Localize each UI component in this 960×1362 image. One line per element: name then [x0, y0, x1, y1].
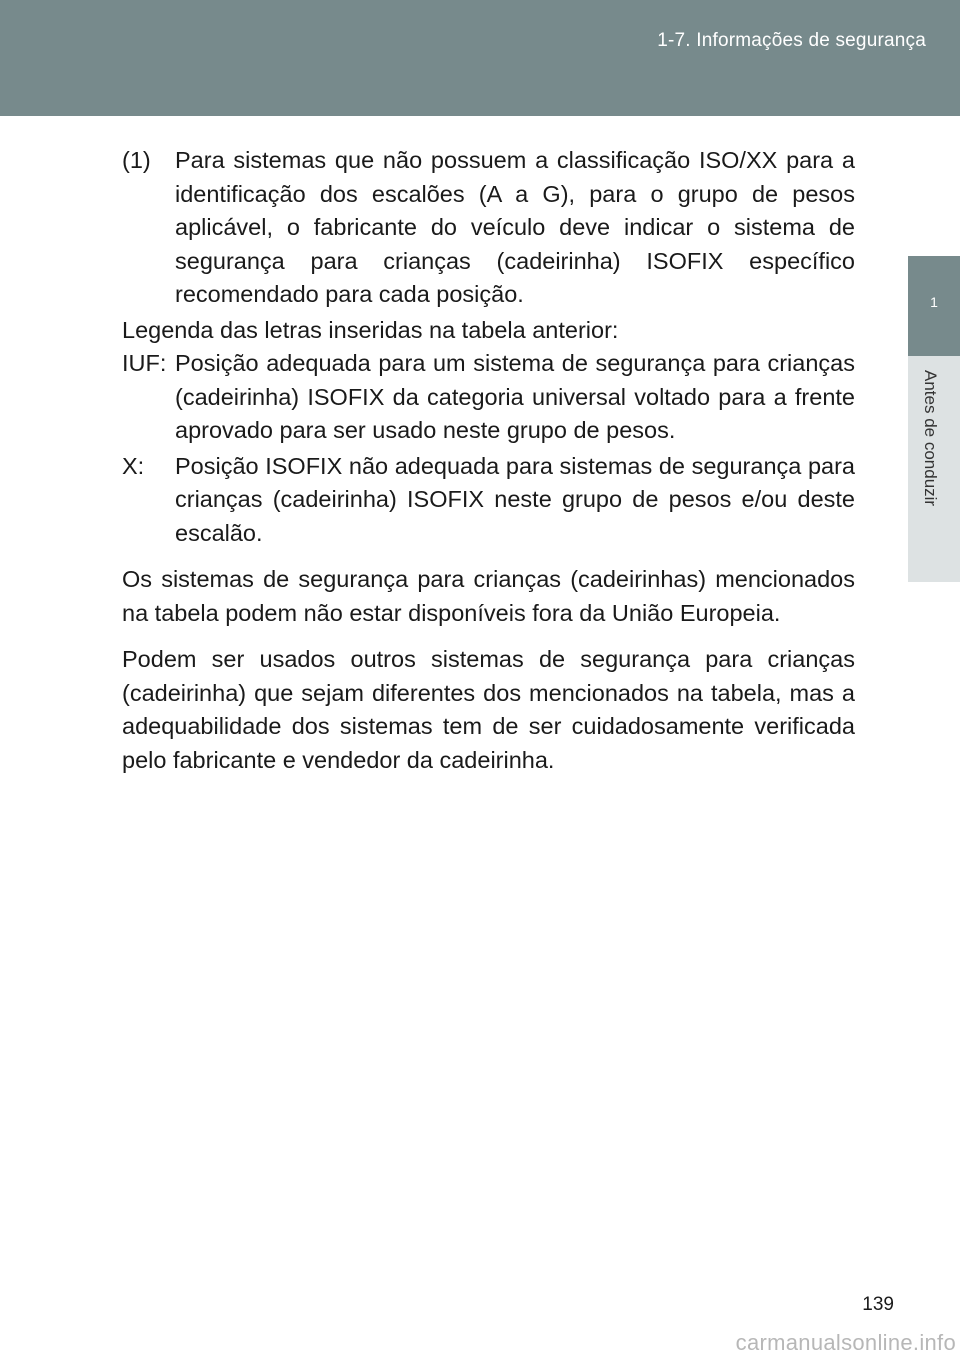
paragraph-availability: Os sistemas de segurança para crianças (cadeirinhas) mencionados na tabela podem não estar disponíveis fora da União Europeia.: [122, 566, 855, 626]
watermark: carmanualsonline.info: [735, 1330, 956, 1355]
paragraph-other-systems: Podem ser usados outros sistemas de segurança para crianças (cadeirinha) que sejam diferentes dos mencionados na tabela, mas a adequabilidade dos sistemas tem de ser cuidadosamente verificada pelo fabricante e vendedor da cadeirinha.: [122, 646, 855, 773]
chapter-tab: [908, 256, 960, 356]
legend-intro: Legenda das letras inseridas na tabela anterior:: [122, 316, 619, 343]
chapter-number: 1: [930, 294, 938, 310]
footnote-marker: (1): [122, 147, 151, 173]
page-content: [122, 144, 855, 777]
legend-key: IUF:: [122, 350, 167, 376]
footnote-text: Para sistemas que não possuem a classificação ISO/XX para a identificação dos escalões (A a G), para o grupo de pesos aplicável, o fabricante do veículo deve indicar o sistema de segurança para crianças (cadeirinha) ISOFIX específico recomendado para cada posição.: [175, 147, 855, 307]
chapter-label-tab: [908, 356, 960, 582]
chapter-label: Antes de conduzir: [921, 370, 940, 507]
legend-text: Posição ISOFIX não adequada para sistemas de segurança para crianças (cadeirinha) ISOFIX neste grupo de pesos e/ou deste escalão.: [175, 452, 855, 546]
legend-item-iuf: [122, 347, 855, 448]
header-band: [0, 0, 960, 116]
legend-item-x: [122, 450, 855, 551]
page-number: 139: [862, 1294, 894, 1315]
legend-key: X:: [122, 452, 145, 479]
footnote-1: [122, 144, 855, 312]
section-title: 1-7. Informações de segurança: [657, 30, 926, 51]
legend-text: Posição adequada para um sistema de segurança para crianças (cadeirinha) ISOFIX da categoria universal voltado para a frente aprovado para ser usado neste grupo de pesos.: [175, 350, 855, 443]
